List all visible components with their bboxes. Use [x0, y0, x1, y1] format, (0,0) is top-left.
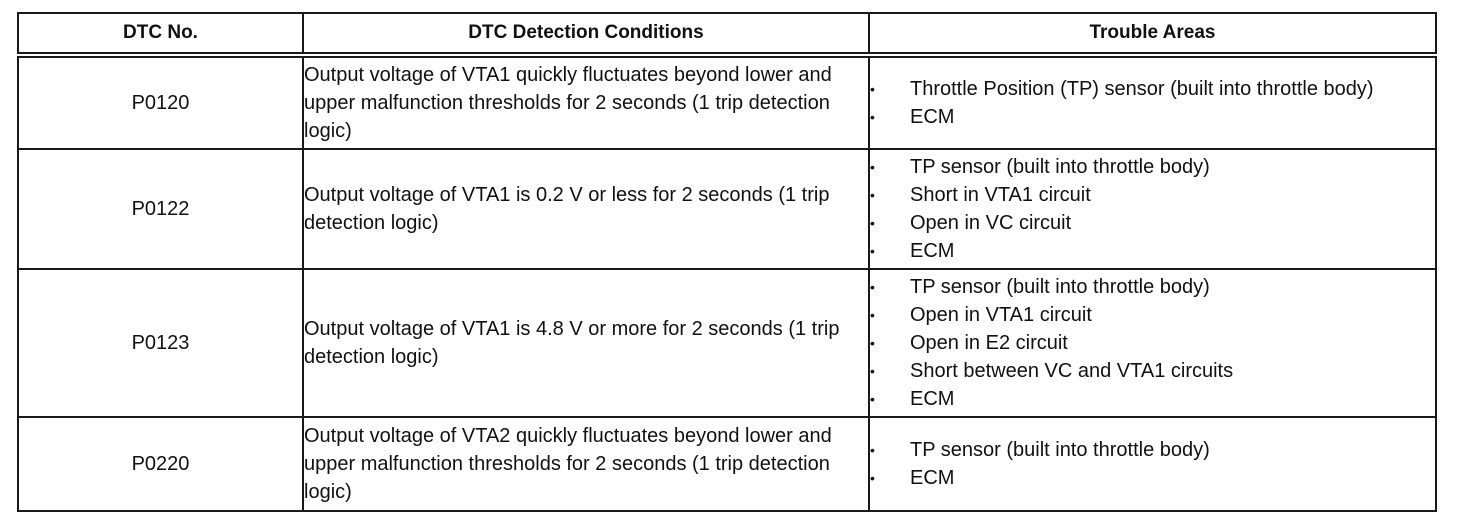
trouble-area-text: Short between VC and VTA1 circuits: [910, 360, 1234, 382]
trouble-area-item: [870, 237, 1435, 265]
table-row: [18, 269, 1436, 417]
trouble-area-text: Short in VTA1 circuit: [910, 184, 1091, 206]
trouble-areas-cell: [869, 55, 1436, 149]
trouble-area-text: Open in VC circuit: [910, 212, 1072, 234]
bullet-icon: •: [870, 109, 875, 125]
bullet-icon: •: [870, 470, 875, 486]
table-row: [18, 417, 1436, 511]
trouble-area-list: [870, 153, 1435, 265]
detection-condition: Output voltage of VTA1 is 4.8 V or more for 2 seconds (1 trip detection logic): [303, 269, 869, 417]
trouble-areas-cell: [869, 269, 1436, 417]
trouble-area-text: Open in VTA1 circuit: [910, 304, 1092, 326]
bullet-icon: •: [870, 335, 875, 351]
dtc-code: P0120: [18, 55, 303, 149]
header-row: [18, 13, 1436, 55]
trouble-area-list: [870, 273, 1435, 413]
bullet-icon: •: [870, 363, 875, 379]
dtc-code: P0123: [18, 269, 303, 417]
trouble-area-text: ECM: [910, 467, 955, 489]
header-detection-conditions: DTC Detection Conditions: [303, 13, 869, 55]
trouble-areas-cell: [869, 149, 1436, 269]
trouble-area-text: ECM: [910, 240, 955, 262]
trouble-area-text: TP sensor (built into throttle body): [910, 276, 1210, 298]
table-row: [18, 55, 1436, 149]
header-dtc-no: DTC No.: [18, 13, 303, 55]
bullet-icon: •: [870, 187, 875, 203]
trouble-area-text: TP sensor (built into throttle body): [910, 439, 1210, 461]
detection-condition: Output voltage of VTA1 quickly fluctuates beyond lower and upper malfunction thresholds for 2 seconds (1 trip detection logic): [303, 55, 869, 149]
bullet-icon: •: [870, 279, 875, 295]
dtc-code: P0220: [18, 417, 303, 511]
trouble-area-list: [870, 436, 1435, 492]
trouble-area-item: [870, 357, 1435, 385]
trouble-area-text: Throttle Position (TP) sensor (built into throttle body): [910, 78, 1374, 100]
trouble-area-text: Open in E2 circuit: [910, 332, 1068, 354]
detection-condition: Output voltage of VTA1 is 0.2 V or less for 2 seconds (1 trip detection logic): [303, 149, 869, 269]
trouble-area-item: [870, 329, 1435, 357]
trouble-area-item: [870, 209, 1435, 237]
trouble-area-text: ECM: [910, 106, 955, 128]
bullet-icon: •: [870, 159, 875, 175]
bullet-icon: •: [870, 391, 875, 407]
bullet-icon: •: [870, 307, 875, 323]
trouble-area-item: [870, 436, 1435, 464]
dtc-code: P0122: [18, 149, 303, 269]
table-row: [18, 149, 1436, 269]
trouble-area-text: TP sensor (built into throttle body): [910, 156, 1210, 178]
trouble-area-item: [870, 153, 1435, 181]
header-trouble-areas: Trouble Areas: [869, 13, 1436, 55]
trouble-area-item: [870, 273, 1435, 301]
bullet-icon: •: [870, 243, 875, 259]
trouble-area-item: [870, 464, 1435, 492]
trouble-area-list: [870, 75, 1435, 131]
trouble-area-item: [870, 103, 1435, 131]
trouble-area-item: [870, 301, 1435, 329]
trouble-area-item: [870, 75, 1435, 103]
bullet-icon: •: [870, 442, 875, 458]
dtc-table: [17, 12, 1437, 512]
bullet-icon: •: [870, 81, 875, 97]
trouble-area-item: [870, 385, 1435, 413]
trouble-area-item: [870, 181, 1435, 209]
trouble-area-text: ECM: [910, 388, 955, 410]
bullet-icon: •: [870, 215, 875, 231]
dtc-table-wrapper: [17, 12, 1435, 512]
trouble-areas-cell: [869, 417, 1436, 511]
detection-condition: Output voltage of VTA2 quickly fluctuates beyond lower and upper malfunction thresholds for 2 seconds (1 trip detection logic): [303, 417, 869, 511]
